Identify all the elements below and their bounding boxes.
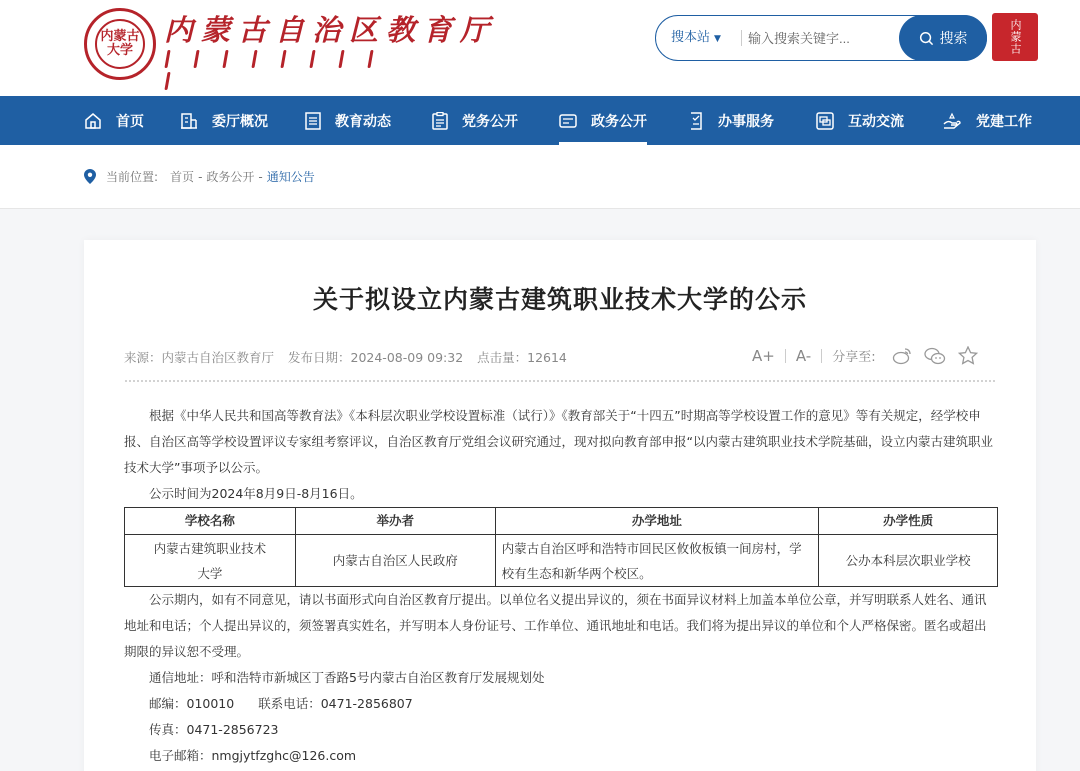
nav-item-interaction[interactable]	[816, 96, 904, 145]
table-cell: 公办本科层次职业学校	[819, 535, 998, 587]
breadcrumb-bar	[0, 145, 1080, 209]
tools-divider	[785, 349, 786, 363]
main-nav	[0, 96, 1080, 145]
document-icon	[432, 112, 448, 130]
share-label: 分享至:	[832, 350, 876, 365]
contact-postcode-phone	[124, 691, 998, 717]
breadcrumb-prefix: 当前位置:	[106, 170, 159, 184]
school-info-table	[124, 507, 998, 587]
publicity-period: 公示时间为2024年8月9日-8月16日。	[149, 486, 363, 501]
table-header: 办学性质	[819, 508, 998, 535]
search-button[interactable]	[899, 15, 987, 61]
breadcrumb-link-notices[interactable]: 通知公告	[266, 170, 315, 184]
article-clicks: 点击量：12614	[477, 350, 567, 365]
chat-icon	[816, 112, 834, 130]
search-divider	[741, 30, 742, 46]
table-header-row	[125, 508, 998, 535]
search-icon	[919, 31, 934, 46]
nav-item-services[interactable]	[688, 96, 774, 145]
site-title[interactable]: 内蒙古自治区教育厅	[164, 13, 498, 47]
breadcrumb-separator: -	[258, 169, 263, 184]
star-icon[interactable]	[958, 346, 978, 365]
article-paragraph: 公示期内，如有不同意见，请以书面形式向自治区教育厅提出。以单位名义提出异议的，须在书面异议材料上加盖本单位公章，并写明联系人姓名、通讯地址和电话；个人提出异议的，须签署真实姓名，并写明本人身份证号、工作单位、通讯地址和电话。我们将为提出异议的单位和个人严格保密。匿名或超出期限的异议恕不受理。	[124, 592, 987, 659]
logo-emblem[interactable]	[84, 8, 156, 80]
wechat-icon[interactable]	[924, 347, 946, 365]
table-header: 举办者	[295, 508, 495, 535]
seal-logo: 内蒙古	[992, 13, 1038, 61]
nav-item-home[interactable]	[84, 96, 144, 145]
nav-item-party-affairs[interactable]	[432, 96, 518, 145]
nav-item-government-affairs[interactable]	[559, 96, 647, 145]
site-header	[0, 0, 1080, 96]
nav-item-party-building[interactable]	[942, 96, 1032, 145]
article-publish-date: 发布日期：2024-08-09 09:32	[288, 350, 464, 365]
breadcrumb	[84, 168, 315, 185]
tools-divider	[821, 349, 822, 363]
breadcrumb-separator: -	[198, 169, 203, 184]
nav-item-about[interactable]	[180, 96, 268, 145]
table-header: 办学地址	[495, 508, 819, 535]
article-tools	[752, 346, 984, 365]
nav-label: 办事服务	[718, 113, 774, 130]
article-title: 关于拟设立内蒙古建筑职业技术大学的公示	[312, 285, 807, 314]
nav-item-news[interactable]	[305, 96, 391, 145]
table-cell: 内蒙古自治区呼和浩特市回民区攸攸板镇一间房村，学校有生态和新华两个校区。	[495, 535, 819, 587]
search-button-label: 搜索	[939, 31, 968, 47]
search-box	[655, 15, 987, 61]
home-icon	[84, 112, 102, 130]
breadcrumb-link-government[interactable]: 政务公开	[206, 170, 255, 184]
nav-label: 互动交流	[848, 113, 904, 130]
nav-label: 教育动态	[335, 113, 391, 130]
nav-label: 政务公开	[591, 113, 647, 130]
nav-label: 党建工作	[976, 113, 1032, 130]
message-box-icon	[559, 112, 577, 130]
search-input[interactable]	[748, 24, 893, 52]
weibo-icon[interactable]	[892, 347, 912, 365]
article-paragraph: 根据《中华人民共和国高等教育法》《本科层次职业学校设置标准（试行）》《教育部关于“十四五”时期高等学校设置工作的意见》等有关规定，经学校申报、自治区高等学校设置评议专家组考察评议，自治区教育厅党组会议研究通过，现对拟向教育部申报“以内蒙古建筑职业技术学院基础，设立内蒙古建筑职业技术大学”事项予以公示。	[124, 408, 993, 475]
article-source: 来源：内蒙古自治区教育厅	[124, 350, 275, 365]
contact-fax: 传真：0471-2856723	[149, 722, 279, 737]
table-cell: 内蒙古建筑职业技术大学	[125, 535, 296, 587]
article-meta	[124, 348, 577, 366]
font-larger-button[interactable]: A+	[752, 346, 775, 365]
building-icon	[180, 112, 198, 130]
contact-email[interactable]: 电子邮箱：nmgjytfzghc@126.com	[149, 748, 357, 763]
nav-label: 委厅概况	[212, 113, 268, 130]
search-scope-label: 搜本站	[671, 30, 711, 45]
article-body	[124, 403, 998, 769]
search-scope-dropdown[interactable]	[671, 16, 721, 60]
divider-dotted	[124, 379, 996, 383]
breadcrumb-link-home[interactable]: 首页	[170, 170, 195, 184]
mongolian-script-logo	[166, 50, 426, 72]
table-header: 学校名称	[125, 508, 296, 535]
hand-icon	[942, 112, 962, 130]
location-pin-icon	[84, 169, 96, 184]
caret-down-icon: ▼	[714, 34, 721, 44]
table-row	[125, 535, 998, 587]
nav-label: 首页	[116, 113, 144, 130]
table-cell: 内蒙古自治区人民政府	[295, 535, 495, 587]
contact-phone: 联系电话：0471-2856807	[258, 696, 413, 711]
nav-label: 党务公开	[462, 113, 518, 130]
font-smaller-button[interactable]: A-	[795, 346, 812, 365]
checklist-icon	[688, 112, 704, 130]
list-icon	[305, 112, 321, 130]
contact-postcode: 邮编：010010	[149, 696, 235, 711]
article-card	[84, 240, 1036, 771]
logo-emblem-text: 内蒙古大学	[95, 19, 145, 69]
contact-address: 通信地址：呼和浩特市新城区丁香路5号内蒙古自治区教育厅发展规划处	[149, 670, 545, 685]
